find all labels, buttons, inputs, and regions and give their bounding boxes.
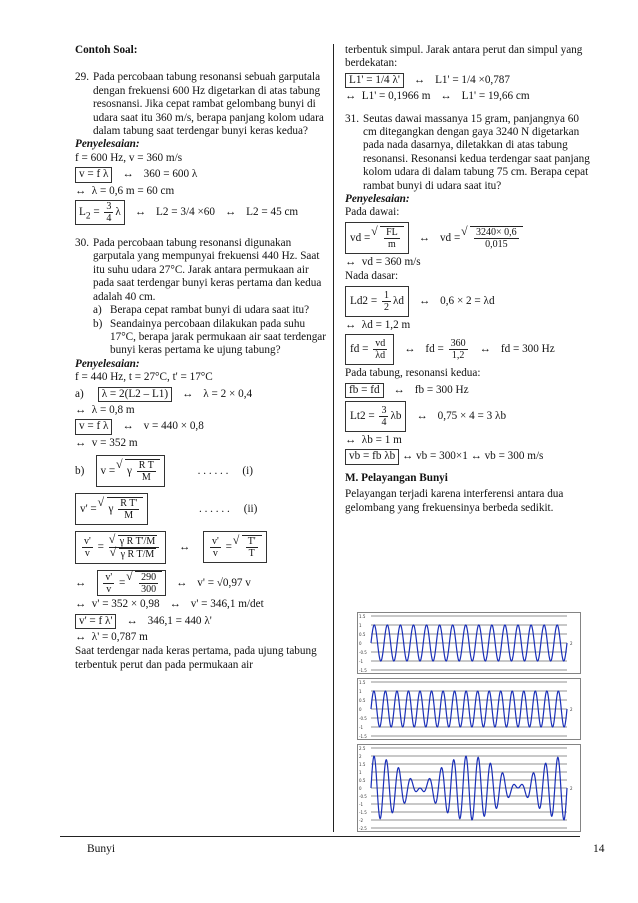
tick-label: -0.5	[359, 716, 367, 721]
equation: ↔ λ = 0,8 m	[75, 403, 135, 416]
question-text: Pada percobaan tabung resonansi digunakan garputala yang mempunyai frekuensi 440 Hz. Saat itu suhu udara 27°C. Jarak antara permukaan air pada saat terdengar bunyi keras pertama dan kedua adalah 40 cm.	[93, 237, 322, 303]
axis-mark: 2	[570, 786, 573, 791]
axis-mark: 2	[570, 641, 573, 646]
equation: ↔ v' = 352 × 0,98 ↔ v' = 346,1 m/det	[75, 598, 264, 611]
tick-label: 1	[359, 770, 362, 775]
sub-question-a: a) Berapa cepat rambat bunyi di udara saat itu?	[93, 304, 310, 317]
tick-label: -1	[359, 659, 363, 664]
question-29	[75, 71, 327, 138]
solution-label: Penyelesaian:	[345, 193, 410, 206]
tick-label: 1	[359, 623, 362, 628]
paragraph: Pelayangan terjadi karena interferensi antara dua gelombang yang frekuensinya berbeda sedikit.	[345, 488, 564, 514]
equation: v' = √ γ $\frac{\text{R T'}}{M}$ . . . . . . (ii)	[75, 492, 327, 526]
equation: v = f λ ↔ 360 = 600 λ	[75, 166, 327, 183]
right-column	[345, 44, 595, 515]
solution-label: Penyelesaian:	[75, 357, 140, 370]
tick-label: -1	[359, 802, 363, 807]
equation: ↔ vd = 360 m/s	[345, 255, 421, 268]
tick-label: 1.5	[359, 614, 366, 619]
equation: ↔ L1' = 0,1966 m ↔ L1' = 19,66 cm	[345, 90, 530, 103]
tick-label: 0	[359, 786, 362, 791]
column-divider	[333, 44, 334, 832]
footer-rule	[60, 836, 580, 837]
equation: ↔ λ = 0,6 m = 60 cm	[75, 184, 175, 197]
section-title: M. Pelayangan Bunyi	[345, 471, 448, 484]
tick-label: 0	[359, 707, 362, 712]
given-values: f = 600 Hz, v = 360 m/s	[75, 151, 183, 164]
subheading: Nada dasar:	[345, 270, 399, 283]
subheading: Pada dawai:	[345, 206, 400, 219]
tick-label: -1.5	[359, 810, 367, 815]
equation: vb = fb λb ↔ vb = 300×1 ↔ vb = 300 m/s	[345, 448, 595, 465]
footer-left: Bunyi	[87, 843, 116, 855]
equation: v = f λ ↔ v = 440 × 0,8	[75, 418, 327, 435]
tick-label: -1.5	[359, 668, 367, 673]
wave-figure-1	[357, 612, 581, 674]
tick-label: -0.5	[359, 650, 367, 655]
paragraph: terbentuk simpul. Jarak antara perut dan simpul yang berdekatan:	[345, 44, 583, 70]
tick-label: -2.5	[359, 826, 367, 831]
equation: $L_2$ = $\frac{3}{4}$ λ ↔ L2 = 3/4 ×60 ↔ L2 = 45 cm	[75, 199, 327, 226]
question-text: Seutas dawai massanya 15 gram, panjangnya 60 cm ditegangkan dengan gaya 3240 N digetarkan pada nada dasarnya, diletakkan di atas tabung resonansi. Resonansi kedua terdengar saat panjang kolom udara di dalam tabung 75 cm. Berapa cepat rambat bunyi di udara saat itu?	[363, 112, 590, 192]
wave-figure-2	[357, 678, 581, 740]
equation: Ld2 = $\frac{1}{2}$ λd ↔ 0,6 × 2 = λd	[345, 285, 595, 318]
equation: v' = f λ' ↔ 346,1 = 440 λ'	[75, 613, 327, 630]
equation: fd = $\frac{vd}{\lambda d}$ ↔ fd = $\frac{360}{1,2}$ ↔ fd = 300 Hz	[345, 333, 595, 366]
tick-label: -2	[359, 818, 363, 823]
equation: ↔ λd = 1,2 m	[345, 318, 411, 331]
tick-label: 2	[359, 754, 362, 759]
question-30	[75, 237, 327, 304]
equation: a) λ = 2(L2 – L1) ↔ λ = 2 × 0,4	[75, 386, 327, 403]
tick-label: 2.5	[359, 746, 366, 751]
sub-question-b: b) Seandainya percobaan dilakukan pada suhu 17°C, berapa jarak permukaan air saat terdengar bunyi keras pertama ke ujung tabung?	[93, 317, 326, 357]
question-31	[345, 113, 595, 193]
question-number: 29.	[75, 71, 89, 84]
equation: $\frac{v'}{v}$ = √ γ R T'/M √ γ R T/M ↔ $\frac{v'}{v}$ = √ $\frac{T'}{T}$	[75, 530, 327, 565]
left-column	[75, 44, 327, 672]
equation: b) v = √ γ $\frac{\text{R T}}{M}$ . . . . . . (i)	[75, 454, 327, 488]
tick-label: 1.5	[359, 762, 366, 767]
question-text: Pada percobaan tabung resonansi sebuah garputala dengan frekuensi 600 Hz digetarkan di atas tabung resosnansi. Jika cepat rambat gelombang bunyi di udara saat itu 360 m/s, berapa panjang kolom udara dalam tabung saat terdengar bunyi keras kedua?	[93, 71, 324, 138]
paragraph: Saat terdengar nada keras pertama, pada ujung tabung terbentuk perut dan pada permukaan air	[75, 645, 317, 671]
question-number: 30.	[75, 237, 89, 250]
given-values: f = 440 Hz, t = 27°C, t' = 17°C	[75, 371, 213, 384]
equation: ↔ λ' = 0,787 m	[75, 630, 148, 643]
equation: ↔ $\frac{v'}{v}$ = √ $\frac{290}{300}$ ↔ v' = √0,97 v	[75, 569, 327, 597]
page-number: 14	[593, 843, 605, 855]
tick-label: 1	[359, 689, 362, 694]
equation: ↔ v = 352 m	[75, 436, 138, 449]
tick-label: -0.5	[359, 794, 367, 799]
equation: Lt2 = $\frac{3}{4}$ λb ↔ 0,75 × 4 = 3 λb	[345, 400, 595, 433]
tick-label: 1.5	[359, 680, 366, 685]
question-number: 31.	[345, 112, 359, 125]
tick-label: 0.5	[359, 698, 366, 703]
axis-mark: 2	[570, 707, 573, 712]
tick-label: -1	[359, 725, 363, 730]
equation: fb = fd ↔ fb = 300 Hz	[345, 382, 595, 399]
tick-label: 0.5	[359, 632, 366, 637]
solution-label: Penyelesaian:	[75, 138, 140, 151]
equation: vd = √ $\frac{FL}{m}$ ↔ vd = √ $\frac{3240\times 0,6}{0,015}$	[345, 221, 595, 255]
tick-label: -1.5	[359, 734, 367, 739]
equation: ↔ λb = 1 m	[345, 433, 402, 446]
section-heading: Contoh Soal:	[75, 44, 138, 56]
wave-figure-3	[357, 744, 581, 832]
tick-label: 0.5	[359, 778, 366, 783]
equation: L1' = 1/4 λ' ↔ L1' = 1/4 ×0,787	[345, 72, 595, 89]
subheading: Pada tabung, resonansi kedua:	[345, 367, 481, 380]
tick-label: 0	[359, 641, 362, 646]
